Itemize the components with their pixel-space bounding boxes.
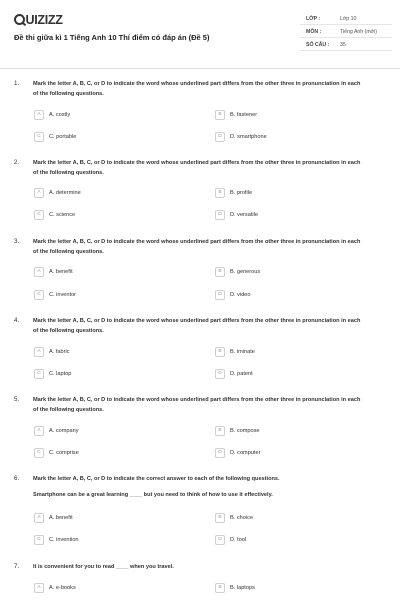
option-text: C. invention (49, 537, 79, 543)
option-text: C. inventor (49, 292, 77, 298)
meta-row-subject (300, 25, 392, 38)
option-text: B. profile (230, 190, 253, 196)
option-letter-box: C (34, 132, 44, 142)
option-letter-box: B (215, 347, 225, 357)
quizizz-logo (14, 13, 63, 27)
question-number: 3. (14, 238, 20, 245)
option-letter-box: D (215, 290, 225, 300)
option-letter-box: D (215, 132, 225, 142)
question-number: 7. (14, 563, 20, 570)
option-text: B. compose (230, 428, 260, 434)
question-number: 2. (14, 159, 20, 166)
option-letter-box: B (215, 188, 225, 198)
meta-value: 35 (340, 42, 346, 48)
option-letter-box: C (34, 535, 44, 545)
option-text: D. versatile (230, 212, 258, 218)
option-letter-box: A (34, 426, 44, 436)
q-letter-icon (14, 14, 25, 25)
option-letter-box: D (215, 369, 225, 379)
option-letter-box: A (34, 583, 44, 593)
option-text: A. determine (49, 190, 81, 196)
option-letter-box: A (34, 347, 44, 357)
question-text: Mark the letter A, B, C, or D to indicate the word whose underlined part differs from the other three in pronunciation in each of the following questions. (33, 239, 361, 255)
option-letter-box: B (215, 267, 225, 277)
option-letter-box: B (215, 426, 225, 436)
option-letter-box: A (34, 110, 44, 120)
option-letter-box: A (34, 267, 44, 277)
question-text: Mark the letter A, B, C, or D to indicate the word whose underlined part differs from the other three in pronunciation in each of the following questions. (33, 318, 361, 334)
option-text: C. comprise (49, 450, 79, 456)
question-text: Mark the letter A, B, C, or D to indicate the word whose underlined part differs from the other three in pronunciation in each of the following questions. (33, 81, 361, 97)
meta-row-class (300, 12, 392, 25)
option-text: A. company (49, 428, 79, 434)
option-text: A. e-books (49, 585, 76, 591)
meta-value: Lớp 10 (340, 16, 357, 22)
meta-row-count (300, 38, 392, 51)
question-text: Mark the letter A, B, C, or D to indicate the word whose underlined part differs from the other three in pronunciation in each of the following questions. (33, 160, 361, 176)
option-letter-box: A (34, 188, 44, 198)
meta-key: SỐ CÂU : (306, 42, 330, 48)
option-text: B. choice (230, 515, 254, 521)
option-text: A. costly (49, 112, 71, 118)
document-title: Đề thi giữa kì 1 Tiếng Anh 10 Thí điểm có đáp án (Đề 5) (14, 33, 210, 42)
option-letter-box: C (34, 448, 44, 458)
option-text: C. science (49, 212, 76, 218)
question-number: 5. (14, 396, 20, 403)
question-prompt: Smartphone can be a great learning ____ but you need to think of how to use it effectively. (33, 492, 273, 498)
option-letter-box: D (215, 535, 225, 545)
option-text: D. video (230, 292, 251, 298)
option-letter-box: D (215, 448, 225, 458)
option-letter-box: B (215, 110, 225, 120)
option-letter-box: B (215, 513, 225, 523)
option-letter-box: B (215, 583, 225, 593)
meta-key: MÔN : (306, 29, 322, 35)
option-letter-box: C (34, 210, 44, 220)
option-text: B. iminate (230, 349, 255, 355)
option-letter-box: A (34, 513, 44, 523)
option-text: A. benefit (49, 515, 73, 521)
option-text: D. smartphone (230, 134, 267, 140)
header-divider (0, 68, 400, 69)
option-text: B. generous (230, 269, 261, 275)
option-text: D. tool (230, 537, 247, 543)
option-text: B. fastener (230, 112, 258, 118)
option-text: D. patent (230, 371, 253, 377)
question-number: 4. (14, 317, 20, 324)
option-text: B. laptops (230, 585, 255, 591)
option-letter-box: C (34, 290, 44, 300)
option-text: C. portable (49, 134, 77, 140)
meta-key: LỚP : (306, 16, 321, 22)
logo-text: UIZIZZ (25, 13, 63, 27)
option-letter-box: D (215, 210, 225, 220)
question-number: 6. (14, 475, 20, 482)
question-number: 1. (14, 80, 20, 87)
meta-value: Tiếng Anh (mới) (340, 29, 377, 35)
option-text: D. computer (230, 450, 261, 456)
page-header (0, 0, 400, 68)
option-text: A. benefit (49, 269, 73, 275)
meta-table (300, 12, 392, 51)
question-text: Mark the letter A, B, C, or D to indicate the word whose underlined part differs from the other three in pronunciation in each of the following questions. (33, 397, 361, 413)
option-text: C. laptop (49, 371, 72, 377)
option-text: A. fabric (49, 349, 70, 355)
question-text: Mark the letter A, B, C, or D to indicate the correct answer to each of the following questions. (33, 476, 280, 482)
option-letter-box: C (34, 369, 44, 379)
question-text: It is convenient for you to read ____ when you travel. (33, 564, 174, 570)
